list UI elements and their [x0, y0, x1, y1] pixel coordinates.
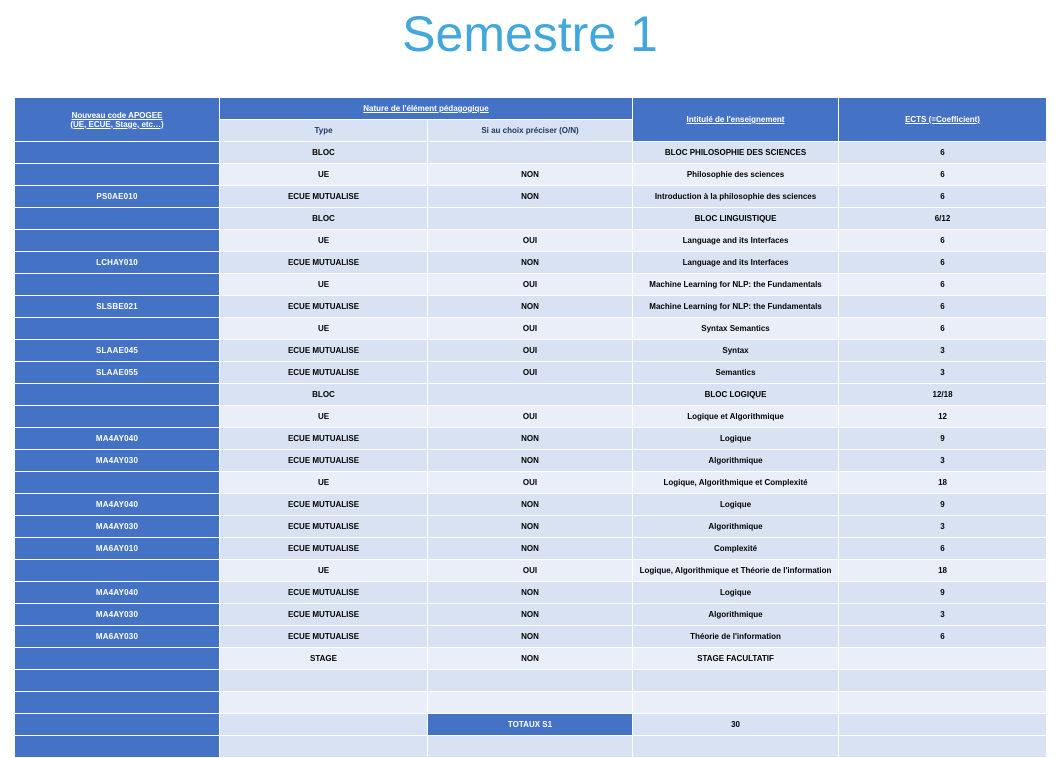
cell-ects: 6 — [839, 186, 1047, 208]
table-row — [15, 186, 1047, 208]
cell-choice: NON — [428, 428, 633, 450]
cell-choice: OUI — [428, 230, 633, 252]
cell-code-apogee: SLAAE055 — [15, 362, 220, 384]
cell-choice: OUI — [428, 274, 633, 296]
table-row — [15, 340, 1047, 362]
totals-blank-code — [15, 714, 220, 736]
cell-intitule: Théorie de l'information — [633, 626, 839, 648]
cell-choice: NON — [428, 450, 633, 472]
cell-code-apogee — [15, 692, 220, 714]
cell-ects: 6 — [839, 318, 1047, 340]
cell-choice — [428, 208, 633, 230]
cell-choice: NON — [428, 538, 633, 560]
cell-choice: NON — [428, 186, 633, 208]
cell-ects: 3 — [839, 604, 1047, 626]
cell-type: ECUE MUTUALISE — [220, 362, 428, 384]
cell-type: BLOC — [220, 384, 428, 406]
cell-code-apogee — [15, 472, 220, 494]
cell-type — [220, 670, 428, 692]
table-row — [15, 538, 1047, 560]
cell-choice: NON — [428, 626, 633, 648]
cell-intitule: Language and its Interfaces — [633, 230, 839, 252]
header-nature-choice: Si au choix préciser (O/N) — [428, 120, 633, 142]
cell-ects — [839, 670, 1047, 692]
table-row — [15, 252, 1047, 274]
cell-intitule: Semantics — [633, 362, 839, 384]
cell-intitule — [633, 670, 839, 692]
cell-type: UE — [220, 560, 428, 582]
cell-choice: NON — [428, 494, 633, 516]
cell-type: BLOC — [220, 208, 428, 230]
table-header-row-main — [15, 98, 1047, 120]
header-ects: ECTS (=Coefficient) — [839, 98, 1047, 142]
cell-type: UE — [220, 230, 428, 252]
table-row — [15, 318, 1047, 340]
cell-choice: OUI — [428, 406, 633, 428]
cell-intitule: Algorithmique — [633, 604, 839, 626]
footer-blank-intitule — [633, 736, 839, 758]
cell-type: UE — [220, 406, 428, 428]
page-title: Semestre 1 — [402, 6, 658, 62]
cell-intitule: Machine Learning for NLP: the Fundamentals — [633, 296, 839, 318]
header-code-apogee-line1: Nouveau code APOGEE — [71, 110, 163, 120]
cell-type: BLOC — [220, 142, 428, 164]
cell-ects: 18 — [839, 472, 1047, 494]
cell-choice: NON — [428, 516, 633, 538]
table-row — [15, 692, 1047, 714]
footer-blank-choice — [428, 736, 633, 758]
cell-code-apogee: MA4AY030 — [15, 450, 220, 472]
table-body — [15, 142, 1047, 714]
cell-ects: 12/18 — [839, 384, 1047, 406]
table-row — [15, 296, 1047, 318]
cell-type: ECUE MUTUALISE — [220, 626, 428, 648]
cell-code-apogee — [15, 230, 220, 252]
cell-intitule: Logique — [633, 582, 839, 604]
cell-type: UE — [220, 164, 428, 186]
table-row — [15, 406, 1047, 428]
cell-type: ECUE MUTUALISE — [220, 604, 428, 626]
curriculum-table — [14, 97, 1047, 758]
cell-code-apogee — [15, 560, 220, 582]
cell-choice: OUI — [428, 340, 633, 362]
cell-intitule: Language and its Interfaces — [633, 252, 839, 274]
cell-code-apogee: MA6AY030 — [15, 626, 220, 648]
header-nature-type: Type — [220, 120, 428, 142]
cell-ects: 9 — [839, 494, 1047, 516]
table-header — [15, 98, 1047, 142]
cell-code-apogee — [15, 142, 220, 164]
header-intitule: Intitulé de l'enseignement — [633, 98, 839, 142]
cell-code-apogee: MA4AY030 — [15, 604, 220, 626]
cell-type: UE — [220, 472, 428, 494]
cell-ects: 6 — [839, 252, 1047, 274]
cell-type: ECUE MUTUALISE — [220, 186, 428, 208]
cell-ects: 6/12 — [839, 208, 1047, 230]
header-code-apogee-line2: (UE, ECUE, Stage, etc…) — [70, 119, 164, 129]
cell-type — [220, 692, 428, 714]
cell-ects: 9 — [839, 582, 1047, 604]
cell-code-apogee — [15, 670, 220, 692]
footer-spacer-row — [15, 736, 1047, 758]
table-row — [15, 648, 1047, 670]
cell-code-apogee: MA4AY040 — [15, 494, 220, 516]
cell-type: UE — [220, 274, 428, 296]
cell-intitule: BLOC PHILOSOPHIE DES SCIENCES — [633, 142, 839, 164]
cell-ects: 3 — [839, 340, 1047, 362]
header-nature-group: Nature de l'élément pédagogique — [220, 98, 633, 120]
cell-choice — [428, 670, 633, 692]
cell-choice: NON — [428, 296, 633, 318]
cell-choice — [428, 692, 633, 714]
cell-code-apogee — [15, 384, 220, 406]
cell-code-apogee — [15, 164, 220, 186]
table-row — [15, 142, 1047, 164]
cell-ects: 6 — [839, 230, 1047, 252]
cell-intitule: Logique, Algorithmique et Théorie de l'information — [633, 560, 839, 582]
cell-code-apogee — [15, 648, 220, 670]
cell-code-apogee: LCHAY010 — [15, 252, 220, 274]
cell-code-apogee: SLSBE021 — [15, 296, 220, 318]
cell-type: ECUE MUTUALISE — [220, 516, 428, 538]
cell-type: ECUE MUTUALISE — [220, 252, 428, 274]
cell-intitule: BLOC LOGIQUE — [633, 384, 839, 406]
table-row — [15, 274, 1047, 296]
cell-ects — [839, 692, 1047, 714]
table-row — [15, 428, 1047, 450]
table-row — [15, 582, 1047, 604]
totals-blank-type — [220, 714, 428, 736]
cell-intitule: Logique — [633, 428, 839, 450]
cell-ects: 3 — [839, 362, 1047, 384]
cell-ects: 6 — [839, 164, 1047, 186]
cell-type: ECUE MUTUALISE — [220, 538, 428, 560]
cell-ects: 18 — [839, 560, 1047, 582]
cell-code-apogee: MA4AY040 — [15, 582, 220, 604]
cell-choice — [428, 142, 633, 164]
table-row — [15, 384, 1047, 406]
cell-intitule: Philosophie des sciences — [633, 164, 839, 186]
table-row — [15, 472, 1047, 494]
cell-intitule: BLOC LINGUISTIQUE — [633, 208, 839, 230]
cell-choice: OUI — [428, 472, 633, 494]
table-footer — [15, 714, 1047, 758]
cell-choice: OUI — [428, 362, 633, 384]
table-row — [15, 450, 1047, 472]
cell-type: UE — [220, 318, 428, 340]
cell-intitule: Syntax — [633, 340, 839, 362]
totals-value: 30 — [633, 714, 839, 736]
cell-ects: 9 — [839, 428, 1047, 450]
cell-choice: NON — [428, 582, 633, 604]
cell-code-apogee: SLAAE045 — [15, 340, 220, 362]
table-row — [15, 362, 1047, 384]
cell-ects: 6 — [839, 274, 1047, 296]
cell-intitule: Algorithmique — [633, 516, 839, 538]
cell-type: ECUE MUTUALISE — [220, 582, 428, 604]
cell-ects: 12 — [839, 406, 1047, 428]
totals-row — [15, 714, 1047, 736]
cell-type: ECUE MUTUALISE — [220, 494, 428, 516]
cell-code-apogee: MA6AY010 — [15, 538, 220, 560]
table-row — [15, 670, 1047, 692]
table-row — [15, 208, 1047, 230]
table-row — [15, 230, 1047, 252]
table-row — [15, 516, 1047, 538]
cell-type: ECUE MUTUALISE — [220, 296, 428, 318]
cell-intitule: Algorithmique — [633, 450, 839, 472]
cell-type: STAGE — [220, 648, 428, 670]
cell-intitule: Syntax Semantics — [633, 318, 839, 340]
totals-label: TOTAUX S1 — [428, 714, 633, 736]
cell-code-apogee: PS0AE010 — [15, 186, 220, 208]
cell-intitule: Logique — [633, 494, 839, 516]
footer-blank-type — [220, 736, 428, 758]
cell-ects: 6 — [839, 296, 1047, 318]
table-row — [15, 560, 1047, 582]
cell-code-apogee — [15, 406, 220, 428]
cell-choice: NON — [428, 648, 633, 670]
header-code-apogee — [15, 98, 220, 142]
cell-code-apogee — [15, 274, 220, 296]
cell-code-apogee — [15, 208, 220, 230]
cell-intitule: Logique et Algorithmique — [633, 406, 839, 428]
cell-choice: NON — [428, 604, 633, 626]
totals-blank-ects — [839, 714, 1047, 736]
table-row — [15, 164, 1047, 186]
cell-choice: NON — [428, 252, 633, 274]
cell-code-apogee — [15, 318, 220, 340]
cell-code-apogee: MA4AY030 — [15, 516, 220, 538]
cell-ects: 3 — [839, 450, 1047, 472]
table-row — [15, 626, 1047, 648]
cell-intitule — [633, 692, 839, 714]
footer-blank-code — [15, 736, 220, 758]
table-row — [15, 494, 1047, 516]
cell-code-apogee: MA4AY040 — [15, 428, 220, 450]
table-row — [15, 604, 1047, 626]
cell-ects: 6 — [839, 626, 1047, 648]
cell-intitule: Complexité — [633, 538, 839, 560]
cell-ects — [839, 648, 1047, 670]
cell-intitule: Introduction à la philosophie des sciences — [633, 186, 839, 208]
cell-choice — [428, 384, 633, 406]
cell-type: ECUE MUTUALISE — [220, 450, 428, 472]
footer-blank-ects — [839, 736, 1047, 758]
cell-ects: 3 — [839, 516, 1047, 538]
cell-choice: NON — [428, 164, 633, 186]
cell-intitule: STAGE FACULTATIF — [633, 648, 839, 670]
cell-choice: OUI — [428, 560, 633, 582]
cell-ects: 6 — [839, 142, 1047, 164]
cell-type: ECUE MUTUALISE — [220, 428, 428, 450]
cell-intitule: Machine Learning for NLP: the Fundamentals — [633, 274, 839, 296]
cell-ects: 6 — [839, 538, 1047, 560]
cell-choice: OUI — [428, 318, 633, 340]
cell-type: ECUE MUTUALISE — [220, 340, 428, 362]
cell-intitule: Logique, Algorithmique et Complexité — [633, 472, 839, 494]
